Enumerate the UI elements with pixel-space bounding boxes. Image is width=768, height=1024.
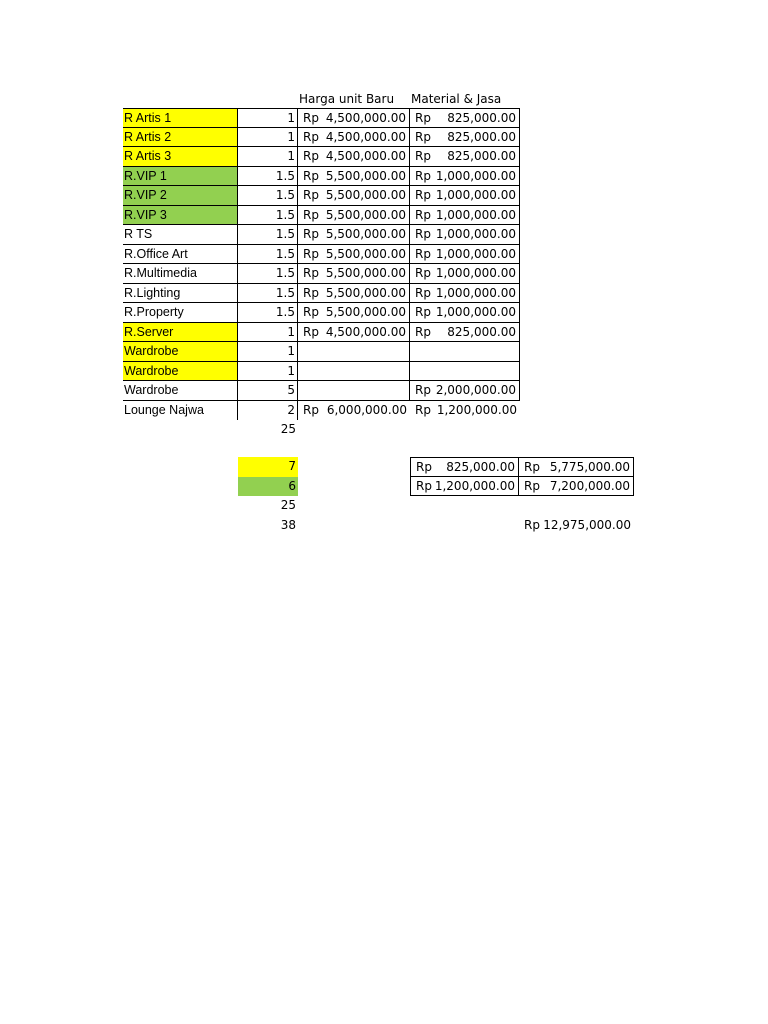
row-qty: 1.5 <box>238 167 298 187</box>
row-name: Wardrobe <box>123 381 238 401</box>
currency-label: Rp <box>303 168 319 183</box>
row-material-jasa <box>410 264 520 284</box>
row-harga-unit-baru <box>298 206 410 226</box>
currency-label: Rp <box>415 285 431 300</box>
amount: 2,000,000.00 <box>435 383 516 397</box>
row-name: R Artis 3 <box>123 147 238 167</box>
amount: 1,000,000.00 <box>435 168 516 183</box>
row-harga-unit-baru <box>298 147 410 167</box>
amount: 825,000.00 <box>447 149 516 163</box>
row-name: R.Property <box>123 303 238 323</box>
currency-label: Rp <box>303 246 319 261</box>
row-qty: 1 <box>238 147 298 167</box>
amount: 5,500,000.00 <box>325 266 406 280</box>
row-material-jasa <box>410 128 520 148</box>
row-name: R.Multimedia <box>123 264 238 284</box>
currency-label: Rp <box>303 227 319 241</box>
amount: 1,000,000.00 <box>435 227 516 241</box>
row-qty: 1 <box>238 342 298 362</box>
currency-label: Rp <box>415 246 431 261</box>
amount: 5,500,000.00 <box>325 285 406 300</box>
currency-label: Rp <box>303 149 319 163</box>
amount: 5,500,000.00 <box>325 305 406 319</box>
summary-count: 7 <box>238 457 298 477</box>
amount: 825,000.00 <box>446 460 515 474</box>
amount: 1,000,000.00 <box>435 305 516 319</box>
row-harga-unit-baru <box>298 128 410 148</box>
row-qty: 1 <box>238 323 298 343</box>
row-material-jasa <box>410 342 520 362</box>
row-name: R.Lighting <box>123 284 238 304</box>
summary-line-total <box>519 457 634 477</box>
currency-label: Rp <box>415 207 431 222</box>
row-name: R Artis 2 <box>123 128 238 148</box>
row-material-jasa <box>410 167 520 187</box>
currency-label: Rp <box>415 149 431 163</box>
amount: 1,000,000.00 <box>435 285 516 300</box>
row-material-jasa <box>410 245 520 265</box>
amount: 4,500,000.00 <box>325 324 406 339</box>
row-qty: 1.5 <box>238 284 298 304</box>
amount: 825,000.00 <box>447 111 516 125</box>
currency-label: Rp <box>415 383 431 397</box>
amount: 12,975,000.00 <box>543 517 631 532</box>
row-harga-unit-baru <box>298 245 410 265</box>
currency-label: Rp <box>303 402 319 417</box>
row-harga-unit-baru <box>298 303 410 323</box>
summary-unit-price <box>410 477 519 497</box>
row-qty: 1.5 <box>238 206 298 226</box>
row-harga-unit-baru <box>298 323 410 343</box>
summary-count-grand: 38 <box>280 517 296 532</box>
currency-label: Rp <box>415 227 431 241</box>
amount: 5,500,000.00 <box>325 207 406 222</box>
amount: 5,500,000.00 <box>325 168 406 183</box>
currency-label: Rp <box>416 478 432 493</box>
row-material-jasa <box>410 147 520 167</box>
currency-label: Rp <box>303 188 319 202</box>
row-qty: 5 <box>238 381 298 401</box>
amount: 1,000,000.00 <box>435 266 516 280</box>
currency-label: Rp <box>415 129 431 144</box>
currency-label: Rp <box>415 111 431 125</box>
amount: 5,500,000.00 <box>325 188 406 202</box>
row-name: R.Server <box>123 323 238 343</box>
currency-label: Rp <box>524 478 540 493</box>
row-harga-unit-baru <box>298 167 410 187</box>
amount: 825,000.00 <box>447 129 516 144</box>
currency-label: Rp <box>524 460 540 474</box>
row-harga-unit-baru <box>298 284 410 304</box>
row-harga-unit-baru <box>298 108 410 128</box>
currency-label: Rp <box>415 402 431 417</box>
row-qty: 1.5 <box>238 245 298 265</box>
row-qty: 1.5 <box>238 303 298 323</box>
header-material-jasa: Material & Jasa <box>411 92 502 106</box>
row-qty: 2 <box>238 401 298 421</box>
qty-total: 25 <box>280 422 296 436</box>
currency-label: Rp <box>303 324 319 339</box>
amount: 1,000,000.00 <box>435 188 516 202</box>
row-material-jasa <box>410 225 520 245</box>
row-name: R.VIP 1 <box>123 167 238 187</box>
row-harga-unit-baru <box>298 362 410 382</box>
amount: 1,000,000.00 <box>435 246 516 261</box>
grand-total <box>519 516 634 536</box>
amount: 4,500,000.00 <box>325 149 406 163</box>
currency-label: Rp <box>303 266 319 280</box>
amount: 5,775,000.00 <box>549 460 630 474</box>
row-qty: 1.5 <box>238 264 298 284</box>
amount: 5,500,000.00 <box>325 227 406 241</box>
currency-label: Rp <box>416 460 432 474</box>
currency-label: Rp <box>303 111 319 125</box>
row-material-jasa <box>410 303 520 323</box>
currency-label: Rp <box>303 129 319 144</box>
currency-label: Rp <box>415 188 431 202</box>
row-material-jasa <box>410 186 520 206</box>
currency-label: Rp <box>524 517 540 532</box>
row-name: Wardrobe <box>123 342 238 362</box>
row-harga-unit-baru <box>298 264 410 284</box>
row-harga-unit-baru <box>298 186 410 206</box>
row-qty: 1 <box>238 108 298 128</box>
amount: 7,200,000.00 <box>549 478 630 493</box>
amount: 1,200,000.00 <box>434 478 515 493</box>
amount: 1,200,000.00 <box>436 402 517 417</box>
amount: 5,500,000.00 <box>325 246 406 261</box>
amount: 4,500,000.00 <box>325 111 406 125</box>
row-harga-unit-baru <box>298 342 410 362</box>
amount: 4,500,000.00 <box>325 129 406 144</box>
summary-count: 6 <box>238 477 298 497</box>
row-harga-unit-baru <box>298 225 410 245</box>
currency-label: Rp <box>415 305 431 319</box>
summary-count-total: 25 <box>280 498 296 512</box>
row-name: R.VIP 3 <box>123 206 238 226</box>
row-material-jasa <box>410 108 520 128</box>
currency-label: Rp <box>415 266 431 280</box>
row-material-jasa <box>410 206 520 226</box>
row-harga-unit-baru <box>298 401 410 421</box>
amount: 6,000,000.00 <box>326 402 407 417</box>
currency-label: Rp <box>415 324 431 339</box>
currency-label: Rp <box>303 305 319 319</box>
summary-unit-price <box>410 457 519 477</box>
row-qty: 1 <box>238 362 298 382</box>
row-material-jasa <box>410 401 520 421</box>
row-harga-unit-baru <box>298 381 410 401</box>
row-material-jasa <box>410 323 520 343</box>
row-material-jasa <box>410 284 520 304</box>
amount: 1,000,000.00 <box>435 207 516 222</box>
header-harga-unit-baru: Harga unit Baru <box>299 92 395 106</box>
row-name: Lounge Najwa <box>123 401 238 421</box>
currency-label: Rp <box>415 168 431 183</box>
currency-label: Rp <box>303 207 319 222</box>
amount: 825,000.00 <box>447 324 516 339</box>
row-qty: 1 <box>238 128 298 148</box>
row-name: R TS <box>123 225 238 245</box>
summary-line-total <box>519 477 634 497</box>
row-material-jasa <box>410 362 520 382</box>
row-name: Wardrobe <box>123 362 238 382</box>
row-material-jasa <box>410 381 520 401</box>
row-name: R Artis 1 <box>123 108 238 128</box>
row-qty: 1.5 <box>238 186 298 206</box>
row-name: R.Office Art <box>123 245 238 265</box>
row-name: R.VIP 2 <box>123 186 238 206</box>
currency-label: Rp <box>303 285 319 300</box>
row-qty: 1.5 <box>238 225 298 245</box>
